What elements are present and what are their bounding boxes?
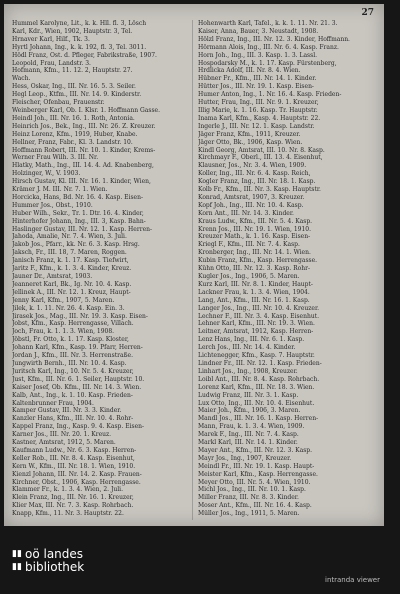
- directory-entry-line: Hörmann Alois, Ing., III. Nr. 6. 4. Kasp. Franz.: [198, 43, 339, 51]
- viewer-label[interactable]: intranda viewer: [325, 576, 380, 584]
- logo-bars-icon-2: ▮▮: [12, 562, 22, 572]
- directory-entry-line: Mandl Jos., III. Nr. 16. 1. Kasp. Herren-: [198, 415, 319, 423]
- directory-entry-line: Wach.: [12, 75, 31, 83]
- directory-entry-line: Haslinger Gustav, III. Nr. 12. 1. Kasp. Herren-: [12, 225, 153, 233]
- directory-entry-line: Hummel Karolyne, Lit., k. k. Hll. fl. 3, Lösch: [12, 20, 147, 27]
- directory-entry-line: Kirchmayr F., Oberl., III. 13. 4. Eisenhut,: [198, 154, 323, 162]
- directory-entry-line: Kriegl F., Kfm., III. Nr. 7. 4. Kasp.: [198, 241, 300, 249]
- directory-entry-line: Krenn Jos., III. Nr. 19. 1. Wien, 1910.: [198, 225, 312, 233]
- directory-entry-line: Karner Jos., III. Nr. 20. 1. Kreuz.: [12, 431, 112, 439]
- directory-entry-line: Maier Joh., Kfm., 1906, 3. Maren.: [198, 407, 301, 415]
- directory-entry-line: Kubin Franz, Kfm., Kasp. Herrengasse.: [198, 257, 318, 265]
- directory-entry-line: Hellner, Franz, Fabr., Kl. 3. Landstr. 10.: [12, 138, 133, 146]
- directory-entry-line: Hübner Fr., Kfm., III. Nr. 14. 1. Kinder.: [198, 75, 317, 83]
- directory-entry-line: Kalb, Ant., Ing., k. 1. 10. Kasp. Frieden-: [12, 391, 133, 399]
- directory-entry-line: Jöbstl, Fr. Otto, k. 1. 17. Kasp. Kloster,: [12, 336, 129, 344]
- directory-entry-line: Koller, Ing., III. Nr. 6. 4. Kasp. Reich,: [198, 170, 311, 178]
- directory-entry-line: Joch, Frau, k. 1. 1. 3. Wien, 1908.: [12, 328, 115, 336]
- library-logo[interactable]: [12, 548, 84, 574]
- directory-entry-line: Keller Rob., III. Nr. 8. 4. Kasp. Eisenhut,: [12, 454, 135, 462]
- directory-entry-line: Lang, Ant., Kfm., III. Nr. 16. 1. Kasp.: [198, 296, 310, 304]
- directory-entry-line: Lux Otto, Ing., III. Nr. 10. 4. Eisenhut.: [198, 399, 315, 407]
- directory-entry-line: Jahoda, Amalie, Nr. 7. 4. Wien, 3. Juli.: [12, 233, 127, 241]
- directory-entry-line: Klausner, Jos., Nr. 3. 4. Wien, 1909.: [198, 162, 307, 170]
- directory-entry-line: Kindl Georg, Amtsrat, III. 10. Nr. 8. Kasp.: [198, 146, 325, 154]
- directory-entry-line: Hrdlicka Adolf, III. Nr. 8. 4. Wien.: [198, 67, 301, 75]
- directory-entry-line: Hyrtl Johann, Ing., k. k. 192, fl. 3, Tel. 3011.: [12, 43, 147, 51]
- directory-entry-line: Mayer Ant., Kfm., III. Nr. 12. 3. Kasp.: [198, 446, 313, 454]
- left-column: [12, 20, 184, 518]
- directory-entry-line: Jungwirth Bernh., III. Nr. 10. 4. Kasp.: [12, 359, 127, 367]
- directory-entry-line: Jauner Dr., Amtsrat, 1903.: [12, 273, 93, 280]
- directory-entry-line: Ludwig Franz, III. Nr. 3. 1. Kasp.: [198, 391, 299, 399]
- directory-entry-line: Konrad, Amtsrat, 1907, 3. Kreuzer.: [198, 193, 305, 201]
- directory-entry-line: Illig Marie, k. 1. 16. Kasp. Tr. Hauptstr.: [198, 106, 318, 114]
- directory-entry-line: Kolb Fr., Kfm., III. Nr. 3. Kasp. Hauptstr.: [198, 186, 321, 194]
- directory-entry-line: Leopold, Frau, Landstr. 3.: [12, 59, 91, 67]
- directory-entry-line: Meyer Otto, III. Nr. 5. 4. Wien, 1910.: [198, 478, 311, 486]
- directory-entry-line: Jeanneret Karl, Bk., Ig. Nr. 10. 4. Kasp.: [12, 280, 132, 288]
- directory-entry-line: Lechner F., III. Nr. 3. 4. Kasp. Eisenhut.: [198, 312, 319, 320]
- directory-entry-line: Kühn Otto, III. Nr. 12. 3. Kasp. Rohr-: [198, 265, 310, 273]
- directory-entry-line: Hutter, Frau, Ing., III. Nr. 9. 1. Kreuzer,: [198, 99, 319, 107]
- directory-entry-line: Kaltenbrunner Frau, 1904.: [12, 399, 94, 407]
- directory-entry-line: Kastner, Amtsrat, 1912, 5. Maren.: [12, 439, 116, 447]
- directory-entry-line: Michl Jos., Ing., III. Nr. 10. 1. Kasp.: [198, 486, 306, 494]
- directory-entry-line: Heinrich Jos., Bek., Ing., III. Nr. 26. Z. Kreuzer.: [12, 122, 156, 130]
- directory-entry-line: Lindner Fr., III. Nr. 12. 1. Kasp. Frieden-: [198, 359, 322, 367]
- directory-entry-line: Hospodarsky M., k. 1. 17. Kasp. Fürstenberg,: [198, 59, 337, 67]
- directory-entry-line: Hummer Jos., Obst., 1910.: [12, 201, 93, 209]
- directory-entry-line: Markl Karl, III. Nr. 14. 1. Kinder.: [198, 439, 298, 447]
- directory-entry-line: Johann Karl, Kfm., Kasp. 19. Pfarr, Herren-: [12, 344, 143, 352]
- directory-entry-line: Karl, Kdr., Wien, 1902, Hauptstr. 3, Tel.: [12, 27, 133, 35]
- directory-entry-line: Hofmann, Kfm., 11. 12. 2, Hauptstr. 27.: [12, 67, 133, 75]
- directory-entry-line: Lorenz Karl, Kfm., III. Nr. 18. 3. Wien.: [198, 383, 315, 391]
- directory-entry-line: Miller Franz, III. Nr. 8. 3. Kinder.: [198, 494, 299, 502]
- directory-entry-line: Weinberger Karl, Ob. I. Klsr. 1. Hoffmann Gasse.: [12, 106, 160, 114]
- directory-entry-line: Moser Ant., Kfm., III. Nr. 16. 4. Kasp.: [198, 502, 312, 510]
- directory-entry-line: Kronberger, Ing., III. Nr. 14. 1. Wien.: [198, 249, 311, 257]
- directory-entry-line: Mayr Jos., Ing., 1907, Kreuzer.: [198, 454, 292, 462]
- page-number: 27: [361, 8, 374, 18]
- directory-entry-line: Langer Jos., Ing., III. Nr. 10. 4. Kreuzer.: [198, 304, 320, 312]
- directory-entry-line: Mann, Frau, k. 1. 3. 4. Wien, 1909.: [198, 423, 305, 431]
- directory-entry-line: Jirasek Jos., Mag., III. Nr. 19. 3. Kasp. Eisen-: [12, 312, 148, 320]
- directory-entry-line: Kugler Jos., Ing., 1906, 5. Maren.: [198, 273, 300, 280]
- directory-entry-line: Kogler Franz, Ing., III. Nr. 18. 1. Kasp.: [198, 178, 316, 186]
- directory-entry-line: Kamper Gustav, III. Nr. 3. 3. Kinder.: [12, 407, 122, 415]
- directory-entry-line: Hölzl Franz, Ing., III. Nr. 12. 3. Kinder, Hoffmann.: [198, 35, 350, 43]
- directory-entry-line: Horn Joh., Ing., III. 3. Kasp. 1. 3. Lassl.: [198, 51, 318, 59]
- logo-bars-icon: ▮▮: [12, 549, 22, 559]
- directory-entry-line: Leitner, Amtsrat, 1912, Kasp. Herren-: [198, 328, 314, 336]
- directory-entry-line: Meindl Fr., III. Nr. 19. 1. Kasp. Haupt-: [198, 462, 315, 470]
- directory-entry-line: Hinterhofer Johann, Ing., III. 3, Kasp. Bahn-: [12, 217, 146, 225]
- directory-entry-line: Jakob Jos., Pfarr., kk. Nr. 6. 3. Kasp. Hrsg.: [12, 241, 140, 249]
- scanned-page: [4, 4, 384, 526]
- directory-entry-line: Kaufmann Ludw., Nr. 6. 3. Kasp. Herren-: [12, 446, 137, 454]
- directory-entry-line: Lichtenegger, Kfm., Kasp. 7. Hauptstr.: [198, 352, 315, 360]
- directory-entry-line: Kappel Franz, Ing., Kasp. 9. 4. Kasp. Eisen-: [12, 423, 145, 431]
- directory-entry-line: Hohenwarth Karl, Tafel., k. k. 1. 11. Nr. 21. 3.: [198, 20, 338, 27]
- directory-entry-line: Horcicka, Hans, Bd. Nr. 16. 4. Kasp. Eisen-: [12, 193, 143, 201]
- directory-entry-line: Hlatky, Math., Ing., III. 14. 4. Ad. Knabenberg,: [12, 162, 154, 170]
- directory-entry-line: Fleischer, Ofenbau, Frauenstr.: [12, 99, 105, 107]
- logo-text-line2: bibliothek: [25, 560, 85, 574]
- directory-entry-line: Jobst, Kfm., Kasp. Herrengasse, Villach.: [12, 320, 134, 328]
- directory-entry-line: Kurz Karl, III. Nr. 8. 1. Kinder, Haupt-: [198, 280, 313, 288]
- directory-entry-line: Hess, Oskar, Ing., III. Nr. 16. 5. 3. Seiler.: [12, 83, 136, 91]
- directory-entry-line: Meister Karl, Kfm., Kasp. Herrengasse.: [198, 470, 318, 478]
- directory-entry-line: Hütter Jos., III. Nr. 19. 1. Kasp. Eisen-: [198, 83, 314, 91]
- directory-entry-line: Klammer Fr., k. 1. 3. 4. Wien, 2. Juli.: [12, 486, 123, 494]
- directory-entry-line: Lackner Frau, k. 1. 3. 4. Wien, 1904.: [198, 288, 310, 296]
- directory-entry-line: Marek F., Ing., III. Nr. 7. 4. Kasp.: [198, 431, 299, 439]
- directory-entry-line: Kirchner, Obst., 1906, Kasp. Herrengasse.: [12, 478, 141, 486]
- directory-entry-line: Jaritz F., Kfm., k. 1. 3. 4. Kinder, Kreuz.: [12, 265, 132, 273]
- directory-entry-line: Heinz Lorenz, Kfm., 1919, Huber, Knabe.: [12, 130, 138, 138]
- directory-entry-line: Jellinek A., III. Nr. 12. 1. Kreuz, Haupt-: [12, 288, 131, 296]
- directory-entry-line: Krämer J. M. III. Nr. 7. 1. Wien.: [12, 186, 108, 194]
- directory-entry-line: Lenz Hans, Ing., III. Nr. 6. 1. Kasp.: [198, 336, 305, 344]
- directory-entry-line: Kaiser, Anna, Bauer, 3. Neustadt, 1908.: [198, 27, 319, 35]
- directory-entry-line: Werner Frau Wilh. 3. III. Nr.: [12, 154, 99, 162]
- directory-entry-line: Lerch Jos., III. Nr. 14. 4. Kinder.: [198, 344, 296, 352]
- logo-text-line1: oö landes: [25, 547, 84, 561]
- directory-entry-line: Inama Karl, Kfm., Kasp. 4. Hauptstr. 22.: [198, 114, 321, 122]
- directory-entry-line: Jäger Franz, Kfm., 1911, Kreuzer.: [198, 130, 301, 138]
- directory-entry-line: Hegl Leop., Ktfm., III. Nr. 14. 9. Kinderstr.: [12, 91, 142, 99]
- directory-entry-line: Kanzler Hans, Kfm., III. Nr. 10. 4. Rohr-: [12, 415, 134, 423]
- directory-entry-line: Humer Anton, Ing., 1. Nr. 16. 4. Kasp. Frieden-: [198, 91, 342, 99]
- directory-entry-line: Holzinger, W., V. 1903.: [12, 170, 81, 178]
- directory-entry-line: Knapp, Kfm., 11. Nr. 3. Hauptstr. 22.: [12, 510, 124, 518]
- directory-entry-line: Jordan J., Kfm., III. Nr. 3. Herrenstraße.: [12, 352, 134, 360]
- directory-entry-line: Korn Ant., III. Nr. 14. 3. Kinder.: [198, 209, 294, 217]
- directory-entry-line: Kern W., Kfm., III. Nr. 18. 1. Wien, 1910.: [12, 462, 136, 470]
- directory-entry-line: Kreuzer Math., k. 1. 16. Kasp. Eisen-: [198, 233, 311, 241]
- directory-entry-line: Heindl Joh., III. Nr. 16. 1. Roth, Antonia.: [12, 114, 135, 122]
- directory-entry-line: Lehner Karl, Kfm., III. Nr. 19. 3. Wien.: [198, 320, 315, 328]
- directory-entry-line: Klein Franz, Ing., III. Nr. 16. 1. Kreuzer,: [12, 494, 134, 502]
- directory-entry-line: Kraus Ludw., Kfm., III. Nr. 5. 4. Kasp.: [198, 217, 313, 225]
- directory-entry-line: Kopf Joh., Ing., III. Nr. 10. 4. Kasp.: [198, 201, 304, 209]
- directory-entry-line: Kaiser Josef, Ob. Kfm., III. Nr. 14. 3. Wien.: [12, 383, 142, 391]
- right-column: [198, 20, 370, 518]
- directory-entry-line: Müller Jos., Ing., 1911, 5. Maren.: [198, 510, 300, 518]
- directory-entry-line: Linhart Jos., Ing., 1908, Kreuzer.: [198, 367, 298, 375]
- directory-entry-line: Janisch Franz, k. 1. 17. Kasp. Tiefwirt,: [12, 257, 129, 265]
- directory-entry-line: Jäger Otto, Bk., 1906, Kasp. Wien.: [198, 138, 303, 146]
- column-divider: [192, 20, 193, 520]
- directory-entry-line: Hödl Franz, Ost. d. Pfleger, Fabrikstraße, 1907.: [12, 51, 157, 59]
- directory-entry-line: Jilek, k. 1. 11. Nr. 26. 4. Kasp. Ein. 3.: [12, 304, 125, 312]
- directory-entry-line: Hoffmann Robert, III. Nr. 10. 1. Kinder, Krems-: [12, 146, 156, 154]
- directory-entry-line: Kienzl Johann, III. Nr. 14. 2. Kasp. Frauen-: [12, 470, 142, 478]
- directory-entry-line: Loibl Ant., III. Nr. 8. 4. Kasp. Rohrbach.: [198, 375, 320, 383]
- directory-entry-line: Jaksch, Fr., III. 18, 7. Maren, Roggen.: [12, 249, 127, 257]
- directory-entry-line: Hirsch Gustav, Kl. III. Nr. 16. 1. Kinder, Wien,: [12, 178, 151, 186]
- directory-entry-line: Huber Wilh., Sekr., Tr. 1. Dtr. 16. 4. Kinder,: [12, 209, 144, 217]
- directory-entry-line: Klier Max, III. Nr. 7. 3. Kasp. Rohrbach.: [12, 502, 134, 510]
- directory-entry-line: Hrnaver Karl, Hilf., Tk. 3.: [12, 35, 90, 43]
- directory-entry-line: Just, Kfm., III. Nr. 6. 1. Seiler, Hauptstr. 10.: [12, 375, 145, 383]
- directory-entry-line: Jenny Karl, Kfm., 1907, 5. Maren.: [12, 296, 115, 304]
- directory-entry-line: Ingerle J., III. Nr. 12. 1. Kasp. Landstr.: [198, 122, 315, 130]
- directory-entry-line: Juritsch Karl, Ing., 10. Nr. 5. 4. Kreuzer,: [12, 367, 134, 375]
